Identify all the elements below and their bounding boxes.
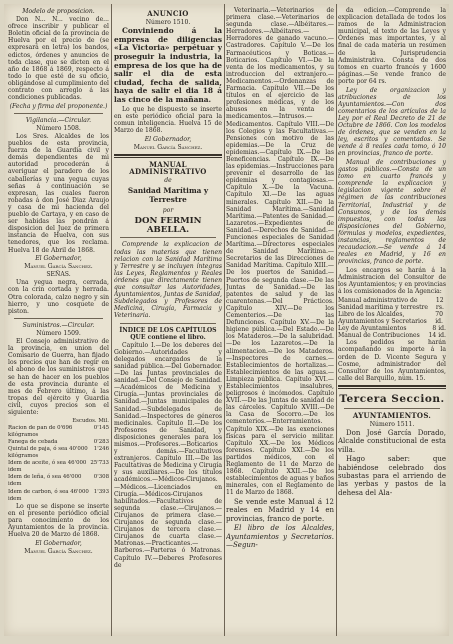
price-item: Fanega de cebada [8,438,58,445]
price-row [8,439,109,446]
modelo-body: Don N... N... vecino de... ofrece inscribir y publicar el Boletin oficial de la provincia de Huelva por el precio de (se expresará en letra) los bandos, edictos, órdenes y anuncios de toda clase, que se dicten en el año de 1868 á 1869, respecto á todo lo que esté de su oficio, obligándose al cumplimiento del contrato con arreglo á las condiciones publicadas. [8,16,109,102]
manual-title: MANUAL ADMINISTRATIVO [129,160,207,177]
newspaper-page [4,4,449,636]
manual-description: Comprende la explicacion de todas las materias que tienen relacion con la Sanidad Marítima y Terrestre y se incluyen íntegras las Leyes, Reglamentos y Reales órdenes que directamente tienen que consultar las Autoridades, Ayuntamientos, Juntas de Sanidad, Subdelegados y Profesores de Medicina, Cirugía, Farmacia y Veterinaria. [114,241,222,320]
ayuntamientos-number: Número 1511. [369,420,415,428]
anuncio-tail: Lo que he dispuesto se inserte en este periódico oficial para la comun inteligencia. Huelva 15 de Marzo de 1868. [114,106,222,135]
obra-row [338,325,446,332]
price-row [8,446,109,460]
column-1 [8,4,109,636]
manual-por: por [162,207,174,215]
column-4 [338,4,446,636]
obra-price: 14 id. [428,332,446,340]
price-row [8,460,109,474]
obras-list [338,297,446,340]
indice-continued: Veterinaria.—Veterinarios de primera clase.—Veterinarios de segunda clase.—Albéitares.—Herradores.—Albéitares.—Herradores de ganado vacuno.—Castradores. Capítulo V.—De los Farmacéuticos y Boticas.—Boticarios. Capítulo VI.—De la venta de los medicamentos, y su introduccion del extranjero.—Medicamentos.—Ordenanzas de Farmacia. Capítulo VII.—De los títulos en el ejercicio de las profesiones médicas, y de los abusos en la venta de medicamentos.—Intrusos.—Medicamentos. Capítulo VIII.—De los Colegios y las Facultativas.—Pensiones con motivo de las epidemias.—De la Cruz de epidemias.—Capítulo IX.—De las Beneficencias. Capítulo IX.—De las epidemias.—Instrucciones para prevenir el desarrollo de las epidemias y contagiosas.—Capítulo X.—De la Vacuna. Capítulo XI.—De las aguas minerales. Capítulo XII.—De la Sanidad Marítima.—Sanidad Marítima.—Patentes de Sanidad.—Lazaretos.—Expedientes de Sanidad.—Derechos de Sanidad.—Funciones especiales de Sanidad Marítima.—Directores especiales de Sanidad Marítima.—Secretarios de las Direcciones de Sanidad Marítima. Capítulo XIII.—De los puertos de Sanidad.—Puertos de segunda clase.—De las Juntas de Sanidad.—De las patentes de salud y de las cuarentenas.—Del Prácticos. Capítulo XIV.—De los Cementerios.—De las Defunciones. Capítulo XV.—De la higiene pública.—Del Estado.—De los Mataderos.—De la salubridad.—De los Lazaretos.—De la alimentacion.—De los Mataderos.—Inspectores de carnes.—Establecimientos de hortalizas.—Establecimientos de las aguas.—Limpieza pública. Capítulo XVI.—Establecimientos insalubres, peligrosos é incómodos. Capítulo XVII.—De las Juntas de sanidad de las cárceles. Capítulo XVIII.—De la Casa de Socorro.—De los cementerios.—Enterramientos. Capítulo XIX.—De las exenciones físicas para el servicio militar. Capítulo XX.—De los Médicos forenses. Capítulo XXI.—De los partidos médicos, con el Reglamento de 11 de Marzo de 1868. Capítulo XXII.—De los establecimientos de aguas y baños minerales, con el Reglamento de 11 de Marzo de 1868. [226,7,334,497]
suministros-sign-name: Manuel García Sanchez. [24,547,93,555]
obra-price: 70 id. [435,310,443,326]
libro-alcaldes: El libro de los Alcaldes, Ayuntamientos y Secretarios.—Segun- [226,524,334,549]
price-value: 0'145 [93,424,109,431]
suministros-title: Suministros.—Circular. [22,321,95,329]
manual-venta: Se vende este Manual á 12 reales en Madrid y 14 en provincias, franco de porte. [226,497,334,523]
modelo-date: (Fecha y firma del proponente.) [9,102,108,110]
obras-intro: Los encargos se harán á la Administracion del Consultor de los Ayuntamientos; y en provincias á los comisionados de la Agencia: [338,266,446,296]
obra-title: Ley de Ayuntamientos [338,325,407,333]
obra-row [338,311,446,325]
anuncio-lead: Conviniendo á la empresa de diligencias «La Victoria» perpétuar y proseguir la industria, la empresa de los que ha de salir el dia de esta ciudad, fecha de salida, haya de salir el dia 18 á las cinco de la mañana. [114,26,222,104]
column-3 [226,4,334,636]
double-rule [114,154,222,156]
price-item: Quintal de paja, ó sea 40'000 kilógramos [8,445,88,460]
separator [14,318,103,319]
manual-de: de [164,177,172,185]
column-rule [224,4,225,636]
column-rule [111,4,112,636]
price-value: 0'308 [93,474,109,481]
modelo-title: Modelo de proposicion. [22,8,95,15]
obra-row [338,297,446,311]
tercera-seccion-title: Tercera Seccion. [339,392,445,405]
column-2 [114,4,222,636]
vigilancia-title: Vigilancia.—Circular. [25,116,92,124]
pedidos-text: Los pedidos se harán acompañando su importe á la orden de D. Vicente Segura y Cosme, administrador del Consultor de los Ayuntamientos, calle del Barquillo, núm. 15. [338,339,446,382]
price-value: 1'393 [93,488,109,495]
separator [120,323,216,324]
senas-title: SEÑAS. [46,271,71,279]
obra-title: Libro de los Alcaldes, Ayuntamientos y Secretarios [338,310,427,326]
vigilancia-body: Los Sres. Alcaldes de los pueblos de esta provincia, fuerza de la Guardia civil y demás dependientes de mi autoridad procederán á averiguar el paradero de los caballerías y una yegua cuyas señas á continuación se expresan, las cuales fueron robadas á don José Diaz Araujo y casa de mi hacienda del pueblo de Cartaya, y en caso de ser habidas las pondrán á disposicion del Juez de primera instancia de Huelva, con sus tenedores, que los reclama. Huelva 18 de Abril de 1868. [8,133,109,254]
vigilancia-number: Número 1508. [36,124,81,132]
price-value: 25'733 [90,460,109,467]
anuncio-title: ANUNCIO [147,9,189,18]
anuncio-number: Número 1510. [145,19,191,27]
suministros-tail: Lo que se dispone se inserte en el presente periódico oficial para conocimiento de los Ayuntamientos de la provincia. Huelva 20 de Marzo de 1868. [8,502,109,539]
obra-price: 8 id. [432,325,446,333]
price-list [8,425,109,503]
price-row [8,474,109,488]
obra-title: Manual de Contribuciones [338,332,420,340]
manual-contribuciones: Manual de contribuciones y gastos públicos.—Consta de un tomo en cuarto francés y comprende la explicacion y legislacion vigente sobre el régimen de las contribuciones Territorial, Industrial y de Consumos, y de los demás impuestos, con todas las disposiciones del Gobierno, fórmulas y modelos, expedientes, instancias, reglamentos de recaudacion.—Se vende á 14 reales en Madrid, y 16 en provincias, franco de porte. [338,158,446,266]
suministros-body: El Consejo administrativo de la provincia, en union del Comisario de Guerra, han fijado los precios que han de regir en el abono de los suministros que se han de hacer en los pueblos de esta provincia durante el mes de Febrero último, á las tropas del ejército y Guardia civil, cuyos precios son el siguiente: [8,338,109,416]
anuncio-sign-name: Manuel García Sanchez. [133,144,203,151]
suministros-number: Número 1509. [36,329,81,337]
price-item: Idem de leña, ó sea 46'000 idem [8,474,82,488]
separator [120,237,216,238]
indice-title: ÍNDICE DE LOS CAPÍTULOS QUE contiene el libro. [119,326,217,341]
senas-body: Una yegua negra, cerrada, con la crin cortada y herrada. Otra colorada, calzo negro y sin hierro, y uno cosquete de piston. [8,279,109,315]
obra-row [338,332,446,339]
separator [344,408,440,409]
ayuntamientos-title: AYUNTAMIENTOS. [352,410,432,420]
indice-body: Capítulo I.—De los deberes del Gobierno.—Autoridades y delegados encargados de la sanidad pública.—Del Gobernador.—De las Juntas provinciales de sanidad.—Del Consejo de Sanidad.—Académicos de Medicina y Cirugía.—Juntas provinciales de Sanidad.—Juntas municipales de Sanidad.—Subdelegados de Sanidad.—Inspectores de géneros medicinales. Capítulo II.—De los Profesores de Sanidad, y disposiciones generales para los mismos.—Profesores.—Boticarios y demás.—Facultativos extranjeros. Capítulo III.—De las Facultativas de Medicina y Cirugía y sus auxiliares.—De los títulos académicos.—Médicos-Cirujanos.—Médicos.—Licenciados en Cirugía.—Médicos-Cirujanos habilitados.—Facultativos de segunda clase.—Cirujanos.—Cirujanos de primera clase.—Cirujanos de segunda clase.—Cirujanos de tercera clase.—Cirujanos de cuarta clase.—Matronas.—Practicantes.—Barberos.—Parteras ó Matronas. Capítulo IV.—Deberes Profesores de [114,341,222,569]
ley-ayuntamientos: Ley de organizacion y atribuciones de los Ayuntamientos.—Con dos comentarios de los artículos de la Ley por el Real Decreto de 21 de Octubre de 1866. Con los modelos de órdenes, que se venden en la ley, escritos y comentados. Se vende á 8 reales cada tomo, ó 10 en provincias, franco de porte. [338,86,446,158]
price-item: Racion de pan de 0'696 kilógramos [8,424,73,438]
obra-title: Manual administrativo de Sanidad marítima y terrestre [338,296,429,311]
libro-continued: da edicion.—Comprende la explicacion detallada de todos los ramos de la Administracion municipal, el texto de las Leyes y Órdenes mas importantes, y al final de cada materia un resúmen de la Jurisprudencia Administrativa. Consta de dos tomos en cuarto francés y 1600 páginas.—Se vende franco de porte por 64 rs. [338,7,446,85]
double-rule [114,157,222,158]
price-row [8,489,109,503]
price-unit-label: Escudos. Mil. [72,417,109,424]
ayuntamientos-body: Don José García Dorado, Alcalde constitucional de esta villa. [338,429,446,454]
manual-author: DON FERMIN ABELLA. [134,216,202,235]
vigilancia-sign-name: Manuel García Sanchez. [24,263,93,271]
price-row [8,425,109,439]
double-rule [338,385,446,387]
vigilancia-sign-title: El Gobernador, [35,255,82,263]
manual-subtitle: Sanidad Marítima y Terrestre [127,186,209,204]
double-rule [338,388,446,389]
ayuntamientos-tail: Hago saber: que habiéndose celebrado dos subastas para el arriendo de las yerbas y pastos de la dehesa del Ala- [338,455,446,497]
separator [14,113,103,114]
anuncio-sign-title: El Gobernador, [144,135,192,143]
price-value: 1'246 [93,445,109,452]
suministros-sign-title: El Gobernador, [35,539,82,547]
column-rule [336,4,337,636]
obra-price: 12 rs. [435,296,444,311]
price-item: Idem de aceite, ó sea 46'000 idem [8,460,87,474]
price-value: 0'283 [93,438,109,445]
price-item: Idem de carbon, ó sea 46'000 idem [8,488,89,502]
